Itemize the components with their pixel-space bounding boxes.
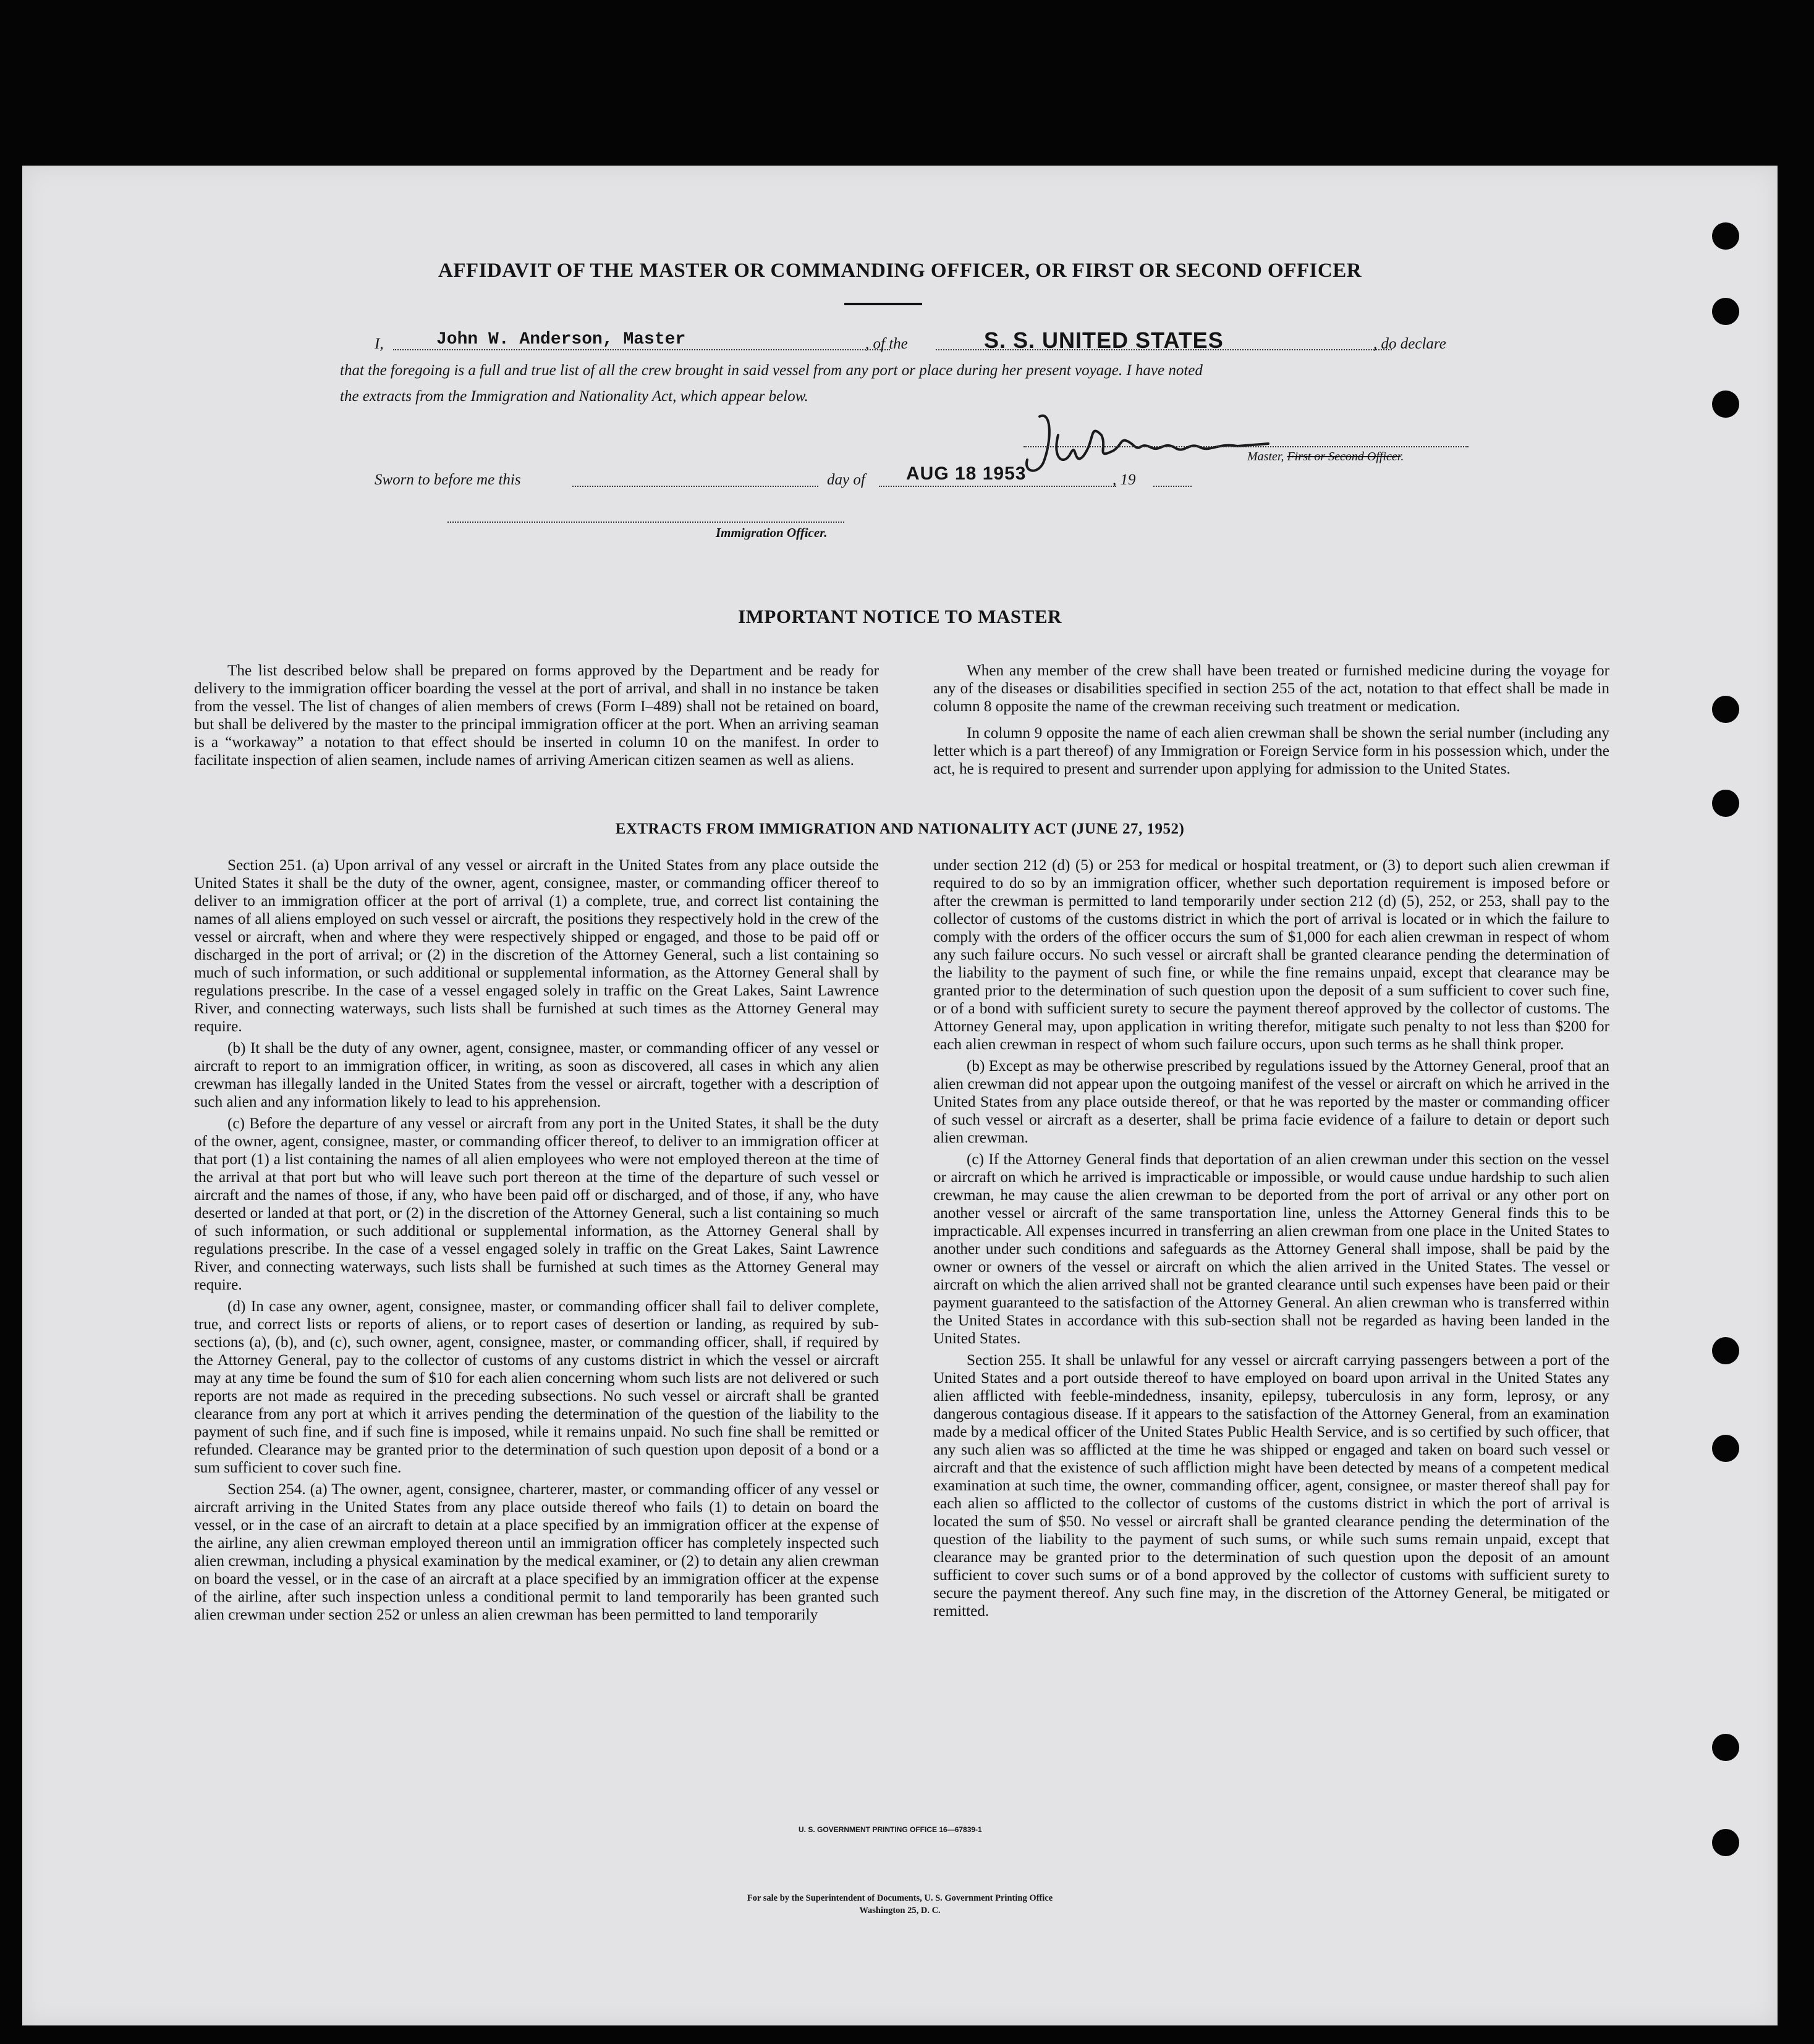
declaration-line3: the extracts from the Immigration and Nationality Act, which appear below.: [340, 388, 808, 405]
sworn-label: Sworn to before me this: [375, 471, 521, 488]
signature-title: Master, First or Second Officer.: [1247, 450, 1404, 463]
binder-hole: [1712, 1734, 1739, 1761]
section-251-c: (c) Before the departure of any vessel or aircraft from any port in the United States, it shall be the duty of the owner, agent, consignee, master, or commanding officer thereof, to deliver to an immigration officer at that port (1) a list containing the names of all alien employees who were not employed thereon at the time of the arrival at that port but who will leave such port thereon at the time of the departure of such vessel or aircraft and the names of those, if any, who have been paid off or discharged, and of those, if any, who have deserted or landed at that port, or (2) in the discretion of the Attorney General, such a list containing so much of such information, or such additional or supplemental information, as the Attorney General shall by regulations prescribe. In the case of a vessel engaged solely in traffic on the Great Lakes, Saint Lawrence River, and connecting waterways, such lists shall be furnished at such times as the Attorney General may require.: [194, 1115, 879, 1293]
master-name-line: [393, 349, 890, 350]
section-254-c: (c) If the Attorney General finds that deportation of an alien crewman under this section on the vessel or aircraft on which he arrived is impracticable or impossible, or would cause undue hardship to such alien crewman, he may cause the alien crewman to be deported from the port of arrival or any other port on another vessel or aircraft of the same transportation line, unless the Attorney General finds this to be impracticable. All expenses incurred in transferring an alien crewman from one place in the United States to another under such conditions and safeguards as the Attorney General shall impose, shall be paid by the owner or owners of the vessel or aircraft on which the alien arrived in the United States. The vessel or aircraft on which the alien arrived shall not be granted clearance until such expenses have been paid or their payment guaranteed to the satisfaction of the Attorney General. An alien crewman who is transferred within the United States in accordance with this sub-section shall not be regarded as having been landed in the United States.: [933, 1151, 1609, 1347]
binder-hole: [1712, 298, 1739, 325]
year-prefix: , 19: [1113, 471, 1136, 488]
binder-hole: [1712, 790, 1739, 817]
sworn-day-line: [572, 486, 818, 487]
title-rule: [844, 303, 922, 305]
year-line: [1153, 486, 1192, 487]
section-251-d: (d) In case any owner, agent, consignee, master, or commanding officer shall fail to deliver complete, true, and correct lists or reports of aliens, or to report cases of desertion or landing, as required by sub-sections (a), (b), and (c), such owner, agent, consignee, master, or commanding officer, shall, if required by the Attorney General, pay to the collector of customs of any customs district in which the vessel or aircraft may at any time be found the sum of $10 for each alien concerning whom such lists are not delivered or such reports are not made as required in the preceding subsections. No such vessel or aircraft shall be granted clearance from any port at which it arrives pending the determination of the question of the liability to the payment of such fine, and if such fine is imposed, while it remains unpaid. No such fine shall be remitted or refunded. Clearance may be granted prior to the determination of such question upon deposit of a bond or a sum sufficient to cover such fine.: [194, 1298, 879, 1476]
extracts-left-column: [194, 856, 879, 1628]
section-255: Section 255. It shall be unlawful for any vessel or aircraft carrying passengers between a port of the United States and a port outside thereof to have employed on board upon arrival in the United States any alien afflicted with feeble-mindedness, insanity, epilepsy, tuberculosis in any form, leprosy, or any dangerous contagious disease. If it appears to the satisfaction of the Attorney General, from an examination made by a medical officer of the United States Public Health Service, and is so certified by such officer, that any such alien was so afflicted at the time he was shipped or engaged and taken on board such vessel or aircraft and that the existence of such affliction might have been detected by means of a competent medical examination at such time, the owner, commanding officer, agent, consignee, or master thereof shall pay for each alien so afflicted to the collector of customs of the customs district in which the port of arrival is located the sum of $50. No vessel or aircraft shall be granted clearance pending the determination of the question of the liability to the payment of such sums, or while such sums remain unpaid, except that clearance may be granted prior to the determination of such question upon the deposit of an amount sufficient to cover such sums or of a bond approved by the collector of customs with sufficient surety to secure the payment thereof. Any such fine may, in the discretion of the Attorney General, be mitigated or remitted.: [933, 1352, 1609, 1620]
section-254-a-cont: under section 212 (d) (5) or 253 for medical or hospital treatment, or (3) to deport such alien crewman if required to do so by an immigration officer, whether such deportation requirement is imposed before or after the crewman is permitted to land temporarily under section 212 (d) (5), 252, or 253, shall pay to the collector of customs of the customs district in which the port of arrival is located or in which the failure to comply with the orders of the officer occurs the sum of $1,000 for each alien crewman in respect of whom any such failure occurs. No such vessel or aircraft shall be granted clearance pending the determination of the liability to the payment of such fine, or while the fine remains unpaid, except that clearance may be granted prior to the determination of such question upon the deposit of a sum sufficient to cover such fine, or of a bond with sufficient surety to secure the payment thereof approved by the collector of customs. The Attorney General may, upon application in writing therefor, mitigate such penalty to not less than $200 for each alien crewman in respect of whom such failure occurs, upon such terms as he shall think proper.: [933, 857, 1609, 1053]
binder-hole: [1712, 391, 1739, 418]
notice-right-column: [933, 662, 1609, 782]
binder-hole: [1712, 1435, 1739, 1462]
binder-hole: [1712, 696, 1739, 723]
notice-left-column: [194, 662, 879, 773]
notice-right-para2: In column 9 opposite the name of each alien crewman shall be shown the serial number (including any letter which is a part thereof) of any Immigration or Foreign Service form in his possession which, under the act, he is required to present and surrender upon applying for admission to the United States.: [933, 725, 1609, 777]
section-254-a: Section 254. (a) The owner, agent, consignee, charterer, master, or commanding officer of any vessel or aircraft arriving in the United States from any place outside thereof who fails (1) to detain on board the vessel, or in the case of an aircraft to detain at a place specified by an immigration officer at the expense of the airline, any alien crewman employed thereon until an immigration officer has completely inspected such alien crewman, including a physical examination by the medical examiner, or (2) to detain any alien crewman on board the vessel, or in the case of an aircraft at a place specified by an immigration officer at the expense of the airline, after such inspection unless a conditional permit to land temporarily has been granted such alien crewman under section 252 or unless an alien crewman has been permitted to land temporarily: [194, 1481, 879, 1623]
extracts-title: EXTRACTS FROM IMMIGRATION AND NATIONALITY ACT (JUNE 27, 1952): [615, 821, 1185, 837]
binder-hole: [1712, 1829, 1739, 1856]
line1-declare: , do declare: [1373, 336, 1446, 352]
notice-right-para1: When any member of the crew shall have been treated or furnished medicine during the voyage for any of the diseases or disabilities specified in section 255 of the act, notation to that effect shall be made in column 8 opposite the name of the crewman receiving such treatment or medication.: [933, 662, 1609, 715]
master-name: John W. Anderson, Master: [436, 330, 686, 349]
officer-line: [447, 522, 844, 523]
binder-hole: [1712, 222, 1739, 250]
line1-i: I,: [375, 336, 384, 352]
section-251-a: Section 251. (a) Upon arrival of any vessel or aircraft in the United States from any place outside the United States it shall be the duty of the owner, agent, consignee, master, or commanding officer thereof to deliver to an immigration officer at the port of arrival (1) a complete, true, and correct list containing the names of all aliens employed on such vessel or aircraft, the positions they respectively hold in the crew of the vessel or aircraft, when and where they were respectively shipped or engaged, and those to be paid off or discharged in the port of arrival; or (2) in the discretion of the Attorney General, such a list containing so much of such information, or such additional or supplemental information, as the Attorney General shall by regulations prescribe. In the case of a vessel engaged solely in traffic on the Great Lakes, Saint Lawrence River, and connecting waterways, such lists shall be furnished at such times as the Attorney General may require.: [194, 857, 879, 1035]
notice-title: IMPORTANT NOTICE TO MASTER: [738, 606, 1062, 627]
day-of-label: day of: [827, 471, 865, 488]
sworn-month-line: [879, 486, 1116, 487]
signature-image: [1015, 398, 1274, 491]
extracts-right-column: [933, 856, 1609, 1624]
date-stamp: AUG 18 1953: [906, 463, 1027, 484]
printing-office-code: U. S. GOVERNMENT PRINTING OFFICE 16—67839-1: [799, 1825, 982, 1834]
signature-line: [1024, 446, 1469, 447]
form-page: [22, 166, 1778, 2025]
affidavit-title: AFFIDAVIT OF THE MASTER OR COMMANDING OFFICER, OR FIRST OR SECOND OFFICER: [438, 260, 1362, 282]
section-251-b: (b) It shall be the duty of any owner, agent, consignee, master, or commanding officer of any vessel or aircraft to report to an immigration officer, in writing, as soon as discovered, all cases in which any alien crewman has illegally landed in the United States from the vessel or aircraft, together with a description of such alien and any information likely to lead to his apprehension.: [194, 1040, 879, 1110]
vessel-name: S. S. UNITED STATES: [984, 327, 1224, 353]
for-sale-line2: Washington 25, D. C.: [859, 1906, 941, 1915]
for-sale-line1: For sale by the Superintendent of Documents, U. S. Government Printing Office: [747, 1893, 1053, 1903]
notice-left-para: The list described below shall be prepared on forms approved by the Department and be ready for delivery to the immigration officer boarding the vessel at the port of arrival, and shall in no instance be taken from the vessel. The list of changes of alien members of crews (Form I–489) shall not be retained on board, but shall be delivered by the master to the principal immigration officer at the port. When an arriving seaman is a “workaway” a notation to that effect should be inserted in column 10 on the manifest. In order to facilitate inspection of alien seamen, include names of arriving American citizen seamen as well as aliens.: [194, 662, 879, 769]
section-254-b: (b) Except as may be otherwise prescribed by regulations issued by the Attorney General, proof that an alien crewman did not appear upon the outgoing manifest of the vessel or aircraft on which he arrived in the United States from any place outside thereof, or that he was reported by the master or commanding officer of such vessel or aircraft as a deserter, shall be prima facie evidence of a failure to detain or deport such alien crewman.: [933, 1058, 1609, 1146]
immigration-officer-label: Immigration Officer.: [716, 525, 828, 540]
line1-of-the: , of the: [865, 336, 908, 352]
declaration-line2: that the foregoing is a full and true list of all the crew brought in said vessel from any port or place during her present voyage. I have noted: [340, 362, 1203, 379]
binder-hole: [1712, 1337, 1739, 1364]
